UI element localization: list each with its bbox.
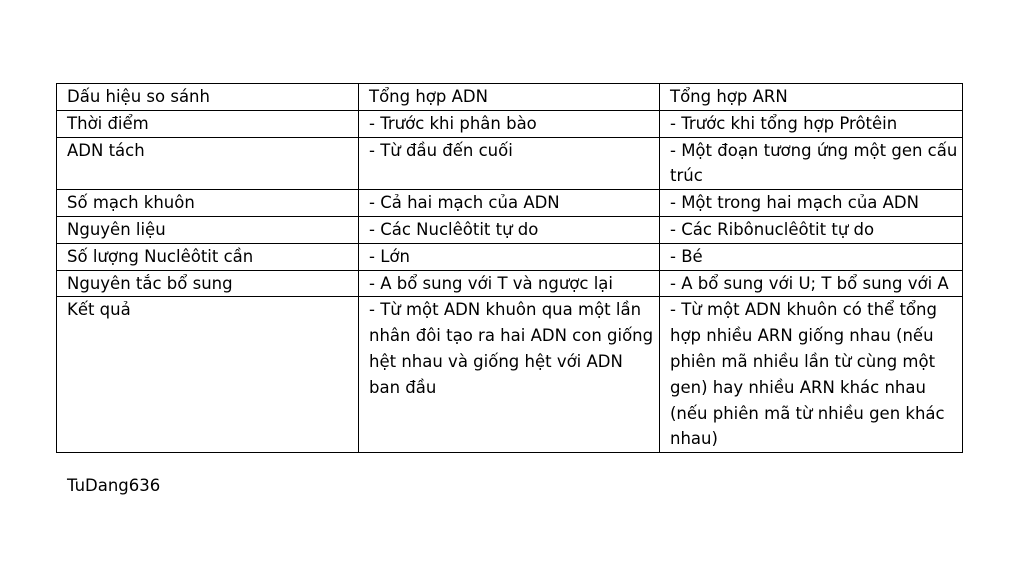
comparison-table xyxy=(56,83,963,453)
table-row xyxy=(57,297,963,453)
table-cell: - Từ một ADN khuôn qua một lần nhân đôi tạo ra hai ADN con giống hệt nhau và giống hệt với ADN ban đầu xyxy=(359,297,660,453)
header-cell-criteria: Dấu hiệu so sánh xyxy=(57,84,359,111)
table-cell: - Một trong hai mạch của ADN xyxy=(660,190,963,217)
table-cell: - Từ một ADN khuôn có thể tổng hợp nhiều ARN giống nhau (nếu phiên mã nhiều lần từ cùng một gen) hay nhiều ARN khác nhau (nếu phiên mã từ nhiều gen khác nhau) xyxy=(660,297,963,453)
table-cell: Thời điểm xyxy=(57,110,359,137)
table-cell: - Từ đầu đến cuối xyxy=(359,137,660,190)
table-row xyxy=(57,137,963,190)
table-cell: - A bổ sung với U; T bổ sung với A xyxy=(660,270,963,297)
table-cell: - Bé xyxy=(660,243,963,270)
table-cell: Kết quả xyxy=(57,297,359,453)
table-cell: - Cả hai mạch của ADN xyxy=(359,190,660,217)
table-row xyxy=(57,243,963,270)
table-cell: Số mạch khuôn xyxy=(57,190,359,217)
table-cell: ADN tách xyxy=(57,137,359,190)
table-row xyxy=(57,110,963,137)
header-cell-rna-synthesis: Tổng hợp ARN xyxy=(660,84,963,111)
table-row xyxy=(57,216,963,243)
table-cell: - Các Nuclêôtit tự do xyxy=(359,216,660,243)
table-cell: - Lớn xyxy=(359,243,660,270)
table-cell: - Các Ribônuclêôtit tự do xyxy=(660,216,963,243)
header-cell-dna-synthesis: Tổng hợp ADN xyxy=(359,84,660,111)
table-cell: Nguyên liệu xyxy=(57,216,359,243)
author-signature: TuDang636 xyxy=(67,476,161,495)
table-row xyxy=(57,270,963,297)
table-header-row xyxy=(57,84,963,111)
table-cell: Số lượng Nuclêôtit cần xyxy=(57,243,359,270)
table-cell: - Trước khi tổng hợp Prôtêin xyxy=(660,110,963,137)
table-cell: - A bổ sung với T và ngược lại xyxy=(359,270,660,297)
table-cell: Nguyên tắc bổ sung xyxy=(57,270,359,297)
table-row xyxy=(57,190,963,217)
table-cell: - Trước khi phân bào xyxy=(359,110,660,137)
table-cell: - Một đoạn tương ứng một gen cấu trúc xyxy=(660,137,963,190)
